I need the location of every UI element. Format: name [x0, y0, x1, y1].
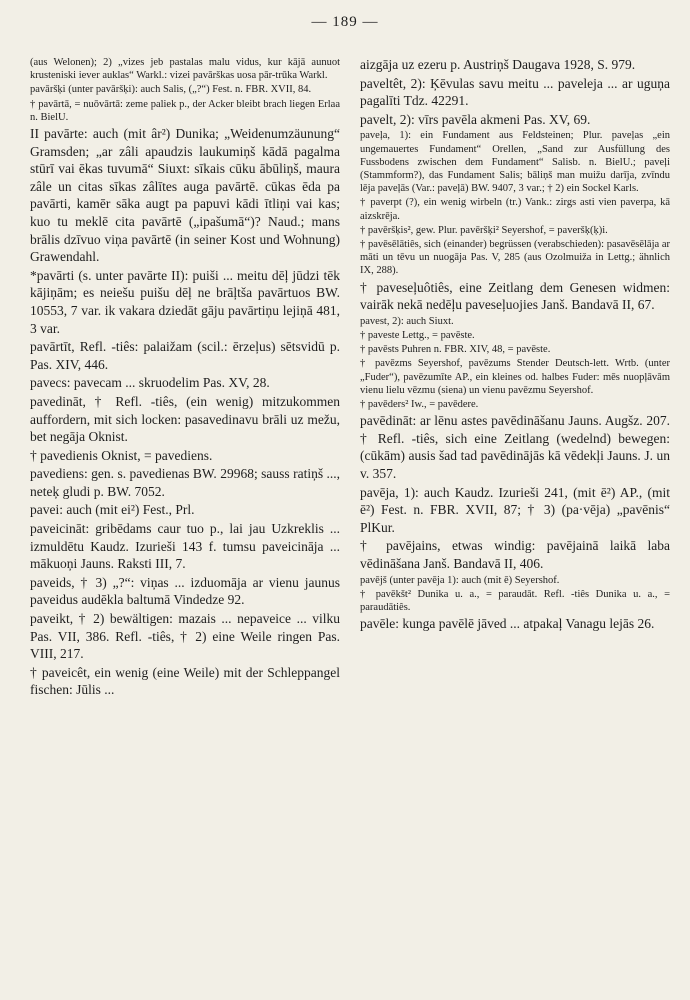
dictionary-entry: pavārtīt, Refl. -tiês: palaižam (scil.: ērzeļus) sētsvidū p. Pas. XIV, 446.: [30, 339, 340, 372]
left-column: [30, 56, 340, 700]
dictionary-entry: † pavēsts Puhren n. FBR. XIV, 48, = pavēste.: [360, 344, 551, 356]
dictionary-entry: *pavārti (s. unter pavārte II): puiši ... meitu dēļ jūdzi tēk kājiņām; es neiešu puišu dēļ ne brāļtša pavārtuos BW. 10553, 7 var. ik vakara dziedāt gāju pavārtiņu lejiņā 481, 3 var.: [30, 267, 340, 336]
dictionary-entry: paveids, † 3) „?“: viņas ... izduomāja ar vienu jaunus paveidus audēkla baltumā Vindedze 92.: [30, 574, 340, 608]
dictionary-entry: † pavedienis Oknist, = pavediens.: [30, 447, 213, 463]
dictionary-entry: † pavēršķis², gew. Plur. pavēršķi² Seyershof, = paveršķ(ķ)i.: [360, 224, 608, 236]
right-column: [360, 56, 670, 634]
dictionary-entry: † pavēsēlātiês, sich (einander) begrüssen (verabschieden): pasavēsēlāja ar māti un tēvu un nuogāja Pas. V, 285 (aus Ozolmuiža in Lettg.; ähnlich IX, 288).: [360, 239, 670, 277]
dictionary-entry: II pavārte: auch (mit âr²) Dunika; „Weidenumzäunung“ Gramsden; „ar zâli apaudzis laukumiņš kādā pagalma stūrī vai ēkas tuvumā“ Siuxt: sīkais cūku ābūliņš, maura zâle un citas sīkas zâlītes auga pavārtē. cūkas ēda pa pavārti, kamēr sāka augt pa papuvi kādi ītliņi vai kas; kuo tu meklē cita pavārtē („ipašumā“)? Naud.; mans brālis dzīvuo viņa pavārtē (in seiner Kost und Wohnung) Grawendahl.: [30, 126, 340, 265]
dictionary-entry: pavēja, 1): auch Kaudz. Izurieši 241, (mit ē²) AP., (mit ē²) Fest. n. FBR. XVII, 87; † 3) (pa·vēja) „pavēnis“ PlKur.: [360, 484, 670, 535]
dictionary-entry: pavējš (unter pavēja 1): auch (mit ē) Seyershof.: [360, 574, 560, 586]
dictionary-entry: † pavārtā, = nuōvārtā: zeme paliek p., der Acker bleibt brach liegen Erlaa n. BielU.: [30, 98, 340, 123]
dictionary-entry: pavei: auch (mit ei²) Fest., Prl.: [30, 502, 195, 518]
dictionary-entry: aizgāja uz ezeru p. Austriņš Daugava 1928, S. 979.: [360, 57, 636, 72]
dictionary-entry: pavēle: kunga pavēlē jāved ... atpakaļ Vanagu lejās 26.: [360, 616, 655, 632]
dictionary-entry: pavedināt, † Refl. -tiês, (ein wenig) mitzukommen auffordern, mit sich locken: pasavedinavu brāli uz mežu, bet negāja Oknist.: [30, 393, 340, 445]
dictionary-entry: pavest, 2): auch Siuxt.: [360, 315, 454, 327]
dictionary-entry: † paveste Lettg., = pavēste.: [360, 330, 475, 341]
dictionary-entry: † paveicêt, ein wenig (eine Weile) mit der Schleppangel fischen: Jūlis ...: [30, 664, 340, 698]
dictionary-entry: † pavēders² Iw., = pavēdere.: [360, 399, 479, 411]
dictionary-entry: paveltêt, 2): Ķēvulas savu meitu ... paveleja ... ar uguņa pagalīti Tdz. 42291.: [360, 75, 670, 109]
dictionary-entry: pavelt, 2): vīrs pavēla akmeni Pas. XV, 69.: [360, 111, 591, 127]
dictionary-entry: † pavēzms Seyershof, pavēzums Stender Deutsch-lett. Wrtb. (unter „Fuder“), pavēzumīte AP., ein kleines od. halbes Fuder: mēs nuopļāvām vienu lielu vēzmu (siena) un vienu pavēzmu Seyershof.: [360, 358, 670, 396]
dictionary-entry: (aus Welonen); 2) „vizes jeb pastalas malu vidus, kur kājā aunuot krusteniski iever auklas“ Warkl.: vizei pavārškas uosa pār-trūka Warkl.: [30, 57, 340, 82]
dictionary-entry: pavecs: pavecam ... skruodelim Pas. XV, 28.: [30, 375, 270, 391]
page-number: — 189 —: [311, 14, 379, 30]
dictionary-entry: pavediens: gen. s. pavedienas BW. 29968; sauss ratiņš ..., neteķ gludi p. BW. 7052.: [30, 466, 340, 499]
dictionary-entry: † pavējains, etwas windig: pavējainā laikā laba vēdināšana Janš. Bandavā II, 406.: [360, 538, 670, 571]
dictionary-entry: † pavēkšt² Dunika u. a., = paraudāt. Refl. -tiês Dunika u. a., = paraudātiês.: [360, 588, 670, 613]
dictionary-entry: paveicināt: gribēdams caur tuo p., lai jau Uzkreklis ... izmuldētu Kaudz. Izurieši 143 f. tumsu paveicināja ... mākuoņi Jauns. Raksti III, 7.: [30, 521, 340, 572]
dictionary-entry: † paveseļuôtiês, eine Zeitlang dem Genesen widmen: vairāk nekā nedēļu paveseļuojies Janš. Bandavā II, 67.: [360, 279, 670, 313]
dictionary-entry: † paverpt (?), ein wenig wirbeln (tr.) Vank.: zirgs asti vien paverpa, kā aizskrēja.: [360, 197, 670, 222]
dictionary-entry: paveļa, 1): ein Fundament aus Feldsteinen; Plur. paveļas „ein ungemauertes Fundament“ Orellen, „Sand zur Ausfüllung des Fussbodens zwischen dem Fundament“ Salisb. n. BielU.; paveļi (Stammform?), das Fundament Salis; bāliņš man muižu darīja, zvīndu lēja paveļās (Var.: paveļā) BW. 9407, 3 var.; † 2) ein Sockel Karls.: [360, 130, 670, 195]
dictionary-entry: pavēdināt: ar lēnu astes pavēdināšanu Jauns. Augšz. 207. † Refl. -tiês, sich eine Zeitlang (wedelnd) bewegen: (cūkām) ausis šad tad pavēdinājās kā vēdekļi Jauns. J. un v. 357.: [360, 413, 670, 481]
dictionary-entry: pavāršķi (unter pavāršķi): auch Salis, („?“) Fest. n. FBR. XVII, 84.: [30, 84, 312, 96]
dictionary-entry: paveikt, † 2) bewältigen: mazais ... nepaveice ... vilku Pas. VII, 386. Refl. -tiês, † 2) eine Weile ringen Pas. VIII, 217.: [30, 611, 340, 662]
